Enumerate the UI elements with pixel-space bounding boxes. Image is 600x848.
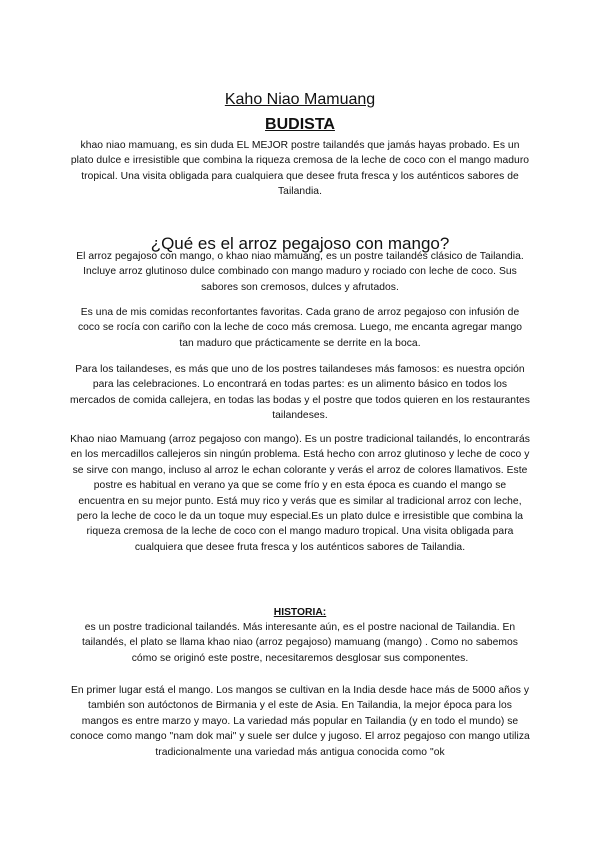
body-paragraph: El arroz pegajoso con mango, o khao niao mamuang, es un postre tailandés clásico de Tailandia. Incluye arroz glutinoso dulce combinado con mango maduro y rociado con leche de coco. Sus sabores son cremosos, dulces y afrutados. <box>76 251 524 293</box>
intro-paragraph: khao niao mamuang, es sin duda EL MEJOR postre tailandés que jamás hayas probado. Es un plato dulce e irresistible que combina la riqueza cremosa de la leche de coco con el mango maduro tropical. Una visita obligada para cualquiera que desee fruta fresca y los auténticos sabores de Tailandia. <box>70 140 530 198</box>
history-paragraph: es un postre tradicional tailandés. Más interesante aún, es el postre nacional de Tailandia. En tailandés, el plato se llama khao niao (arroz pegajoso) mamuang (mango) . Como no sabemos cómo se originó este postre, necesitaremos desglosar sus componentes. <box>81 622 518 664</box>
section-heading: ¿Qué es el arroz pegajoso con mango? <box>150 234 450 253</box>
body-paragraph: Es una de mis comidas reconfortantes favoritas. Cada grano de arroz pegajoso con infusión de coco se rocía con cariño con la leche de coco más cremosa. Luego, me encanta agregar mango tan maduro que prácticamente se derrite en la boca. <box>77 307 523 349</box>
history-heading: HISTORIA: <box>273 607 327 618</box>
body-paragraph: Khao niao Mamuang (arroz pegajoso con mango). Es un postre tradicional tailandés, lo encontrarás en los mercadillos callejeros sin ningún problema. Está hecho con arroz glutinoso y leche de coco y se sirve con mango, incluso al arroz le echan colorante y verás el arroz de colores llamativos. Este postre es habitual en verano ya que se come frío y en esta época es cuando el mango se encuentra en su mejor punto. Está muy rico y verás que es similar al tradicional arroz con leche, pero la leche de coco le da un toque muy especial.Es un plato dulce e irresistible que combina la riqueza cremosa de la leche de coco con el mango maduro tropical. Una visita obligada para cualquiera que desee fruta fresca y los auténticos sabores de Tailandia. <box>70 434 530 553</box>
body-paragraph: Para los tailandeses, es más que uno de los postres tailandeses más famosos: es nuestra opción para las celebraciones. Lo encontrará en todas partes: es un alimento básico en todos los mercados de comida callejera, en todas las bodas y el postre que todos quieren en los restaurantes tailandeses. <box>70 364 530 422</box>
document-subtitle: BUDISTA <box>265 116 335 133</box>
document-title: Kaho Niao Mamuang <box>224 91 376 108</box>
history-paragraph: En primer lugar está el mango. Los mangos se cultivan en la India desde hace más de 5000 años y también son autóctonos de Birmania y el este de Asia. En Tailandia, la mejor época para los mangos es entre marzo y mayo. La variedad más popular en Tailandia (y en todo el mundo) se conoce como mango "nam dok mai" y suele ser dulce y jugoso. El arroz pegajoso con mango utiliza tradicionalmente una variedad más antigua conocida como "ok <box>70 685 530 758</box>
